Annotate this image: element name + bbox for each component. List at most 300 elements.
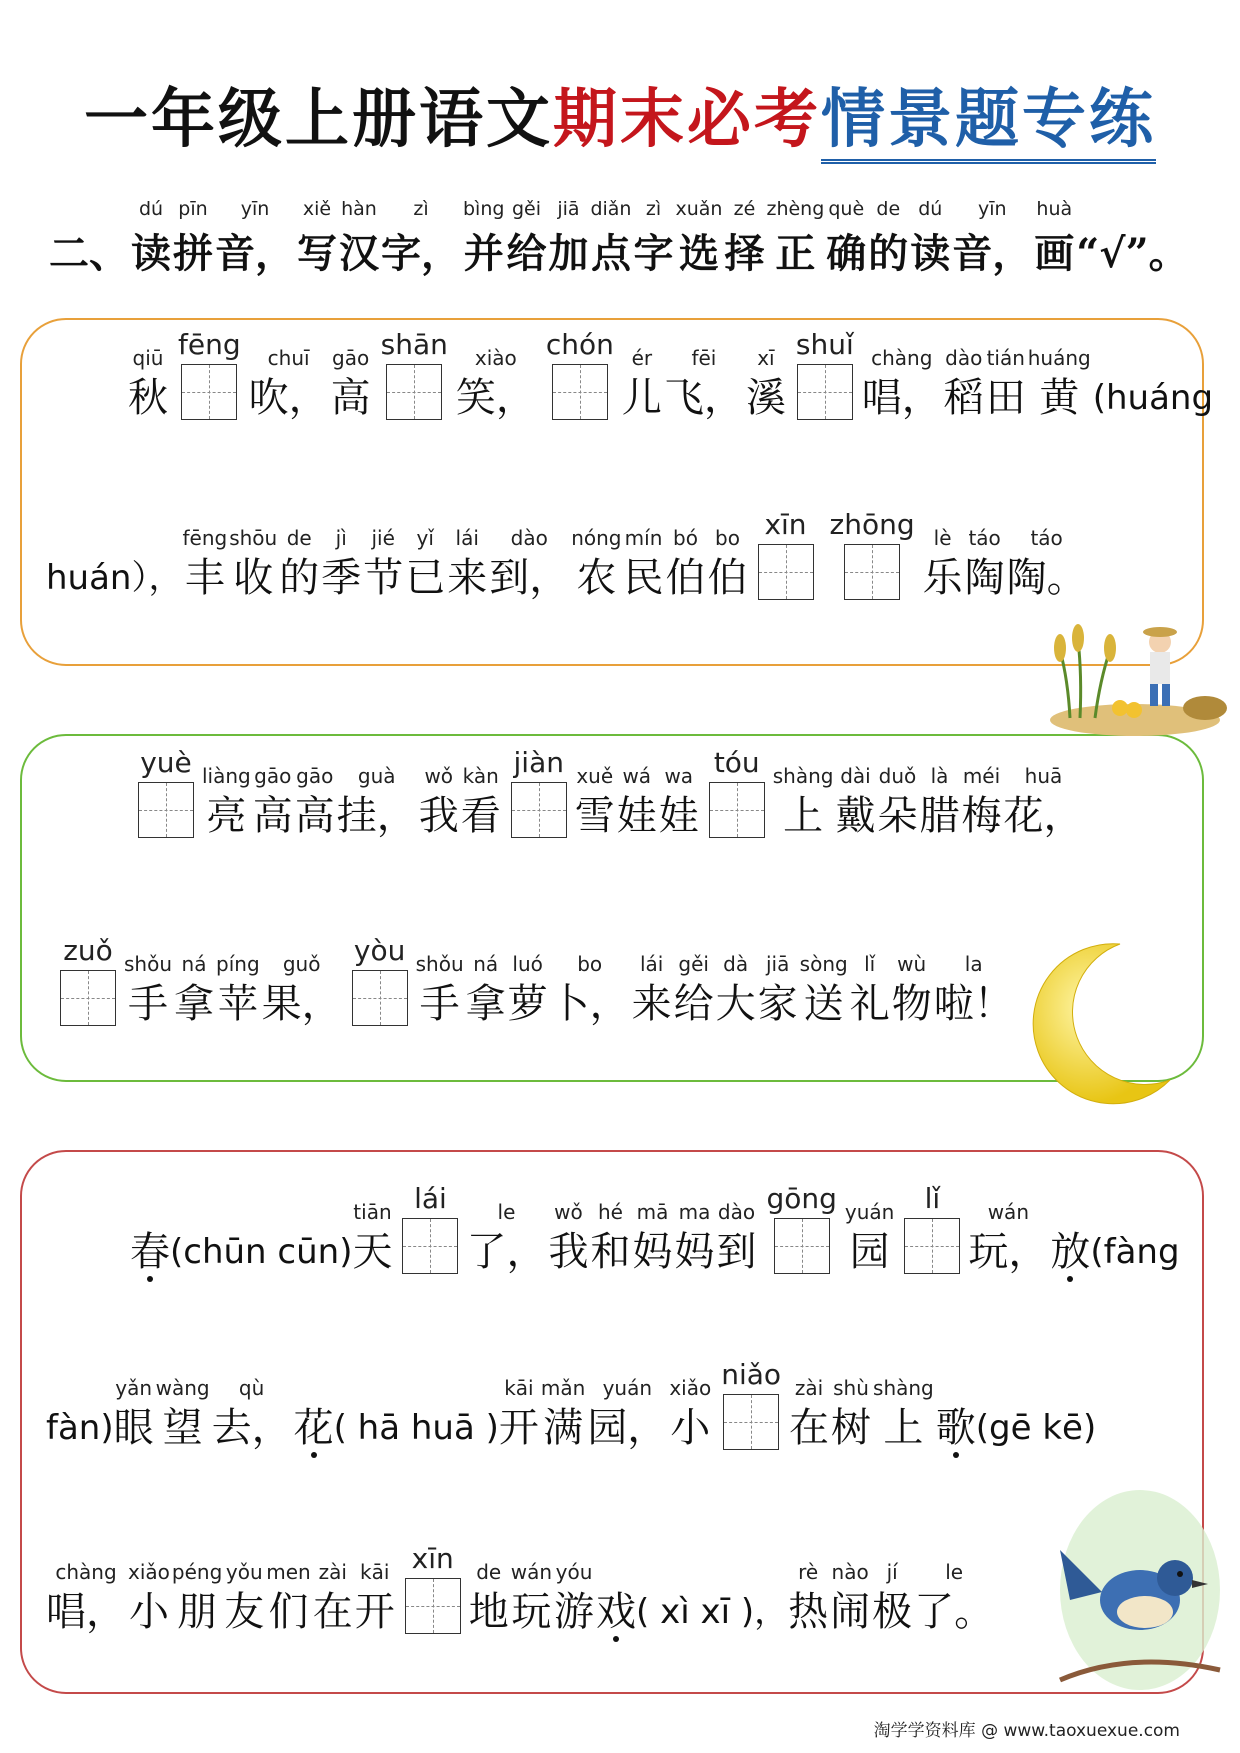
- pinyin-char: [331, 344, 371, 424]
- hanzi: 手: [128, 981, 168, 1027]
- pinyin-char: [716, 950, 756, 1030]
- harvest-farmer-illustration: [1040, 590, 1230, 740]
- pinyin: luó: [512, 952, 543, 976]
- pinyin: táo: [968, 526, 1001, 550]
- pinyin-char: [944, 344, 984, 424]
- blank-pinyin: xīn: [764, 508, 807, 541]
- pinyin-char: [128, 1558, 170, 1638]
- pronunciation-options[interactable]: (fàng: [1090, 1232, 1180, 1272]
- pinyin-char: [321, 524, 361, 604]
- pinyin-char: [499, 1374, 539, 1454]
- hanzi: 极: [872, 1589, 913, 1635]
- instruction-hanzi: 字，: [381, 230, 461, 277]
- pinyin-char: [266, 1558, 310, 1638]
- blank-pinyin: gōng: [766, 1182, 837, 1215]
- title-part1: 一年级上册语文: [84, 83, 553, 157]
- hanzi: 伯: [707, 555, 748, 601]
- pinyin: jié: [371, 526, 395, 550]
- hanzi: 拿: [465, 981, 506, 1027]
- instruction-hanzi: 点: [590, 230, 631, 277]
- instruction-hanzi: 字: [633, 230, 674, 277]
- pinyin: le: [945, 1560, 964, 1584]
- pinyin-char: [571, 524, 621, 604]
- pinyin: xiǎo: [669, 1376, 712, 1400]
- instruction-pinyin: [1076, 196, 1188, 222]
- pinyin: wǒ: [424, 764, 454, 788]
- answer-blank[interactable]: [758, 506, 814, 604]
- pinyin: ér: [631, 346, 653, 370]
- blank-pinyin: lái: [414, 1182, 447, 1215]
- hanzi: 挂，: [336, 793, 417, 839]
- answer-blank[interactable]: [352, 932, 408, 1030]
- hanzi: 园: [849, 1229, 890, 1275]
- dotted-char: 戏: [596, 1586, 636, 1638]
- pinyin-char: [862, 344, 942, 424]
- answer-blank[interactable]: [796, 326, 854, 424]
- instruction-hanzi: 加: [548, 230, 589, 277]
- pronunciation-options[interactable]: (gē kē): [975, 1408, 1097, 1448]
- hanzi: 朋: [177, 1589, 218, 1635]
- hanzi: 唱，: [46, 1589, 126, 1635]
- pinyin-char: [622, 344, 662, 424]
- instruction-hanzi: 音，: [215, 230, 295, 277]
- pinyin: bo: [715, 526, 740, 550]
- answer-blank[interactable]: [830, 506, 915, 604]
- pinyin-char: [716, 1198, 756, 1278]
- hanzi: 到: [716, 1229, 757, 1275]
- hanzi: 农: [576, 555, 617, 601]
- hanzi: 友: [224, 1589, 265, 1635]
- hanzi: 开: [354, 1589, 395, 1635]
- dotted-char: 春: [130, 1226, 170, 1278]
- answer-blank[interactable]: [402, 1180, 458, 1278]
- title-part2: 期末必考: [553, 83, 821, 157]
- pinyin: xī: [757, 346, 775, 370]
- instruction-hanzi: 音，: [952, 230, 1033, 277]
- pinyin-char: [632, 950, 672, 1030]
- instruction-hanzi: 选: [678, 230, 719, 277]
- pinyin-char: [624, 524, 664, 604]
- pinyin-char: [202, 762, 251, 842]
- pinyin: jí: [886, 1560, 898, 1584]
- hanzi: 收: [233, 555, 274, 601]
- hanzi: 丰: [184, 555, 225, 601]
- pinyin: qù: [238, 1376, 265, 1400]
- tianzige-grid-cell[interactable]: [709, 782, 765, 838]
- hanzi: 萝: [507, 981, 548, 1027]
- pinyin-char: [674, 1198, 714, 1278]
- pinyin: tiān: [353, 1200, 392, 1224]
- pinyin: wàng: [155, 1376, 210, 1400]
- instruction-char: [548, 196, 588, 279]
- pinyin-char: [587, 1374, 667, 1454]
- pinyin-char: [447, 524, 487, 604]
- spring-line-3: [46, 1540, 996, 1638]
- instruction-char: [675, 196, 722, 279]
- instruction-pinyin: [49, 196, 129, 222]
- pinyin: dà: [723, 952, 749, 976]
- pinyin-char: [128, 344, 168, 424]
- pinyin-char: [363, 524, 403, 604]
- instruction-pinyin: dú: [138, 198, 164, 220]
- pinyin: shù: [833, 1376, 869, 1400]
- hanzi: 高: [294, 793, 335, 839]
- pinyin: shàng: [772, 764, 834, 788]
- hanzi: 拿: [174, 981, 215, 1027]
- tianzige-grid-cell[interactable]: [405, 1578, 461, 1634]
- pinyin-char: [216, 950, 260, 1030]
- answer-blank[interactable]: [721, 1356, 781, 1454]
- pinyin: wán: [987, 1200, 1029, 1224]
- pinyin: gāo: [296, 764, 334, 788]
- blank-pinyin: lǐ: [924, 1182, 941, 1215]
- pronunciation-options[interactable]: (huáng: [1092, 378, 1214, 418]
- pinyin-char: [961, 762, 1001, 842]
- answer-blank[interactable]: [405, 1540, 461, 1638]
- hanzi: 苹: [217, 981, 258, 1027]
- instruction-char: [463, 196, 504, 279]
- answer-blank[interactable]: [766, 1180, 836, 1278]
- pinyin-char: [758, 950, 798, 1030]
- pinyin-char: [986, 344, 1026, 424]
- pinyin-char: [800, 950, 848, 1030]
- answer-blank[interactable]: [60, 932, 116, 1030]
- answer-blank[interactable]: [904, 1180, 960, 1278]
- hanzi: 和: [590, 1229, 631, 1275]
- pinyin: yuán: [844, 1200, 895, 1224]
- instruction-pinyin: huà: [1036, 198, 1073, 220]
- pinyin: de: [476, 1560, 502, 1584]
- instruction-pinyin: jiā: [557, 198, 580, 220]
- instruction-hanzi: 的: [868, 230, 909, 277]
- blank-pinyin: yuè: [140, 746, 192, 779]
- tianzige-grid-cell[interactable]: [138, 782, 194, 838]
- pinyin: mā: [636, 1200, 669, 1224]
- pinyin-char: [789, 1374, 829, 1454]
- pinyin: huáng: [1027, 346, 1091, 370]
- pinyin-char: [313, 1558, 353, 1638]
- winter-line-2: [52, 932, 1016, 1030]
- hanzi: 腊: [919, 793, 960, 839]
- pinyin-char: [575, 762, 615, 842]
- hanzi: 们: [268, 1589, 309, 1635]
- hanzi: 伯: [665, 555, 706, 601]
- pinyin-char: [489, 524, 569, 604]
- instruction-char: [1076, 196, 1188, 279]
- instruction-char: [215, 196, 295, 279]
- bird-on-branch-illustration: [1050, 1480, 1230, 1710]
- instruction-hanzi: 读: [910, 230, 951, 277]
- pinyin: lè: [933, 526, 952, 550]
- hanzi: 民: [623, 555, 664, 601]
- hanzi: 乐: [922, 555, 963, 601]
- pinyin-char: [469, 1558, 509, 1638]
- pinyin-char: [919, 762, 959, 842]
- instruction-pinyin: zhèng: [766, 198, 825, 220]
- pinyin-char: [788, 1558, 828, 1638]
- tianzige-grid-cell[interactable]: [60, 970, 116, 1026]
- pinyin: zài: [318, 1560, 347, 1584]
- pinyin-char: [466, 1198, 546, 1278]
- pronunciation-options[interactable]: (chūn cūn): [170, 1232, 353, 1272]
- pinyin-char: [541, 1374, 585, 1454]
- pinyin: dào: [945, 346, 983, 370]
- pinyin-char: [892, 950, 932, 1030]
- tianzige-grid-cell[interactable]: [352, 970, 408, 1026]
- pinyin-char: [355, 1558, 395, 1638]
- hanzi: 手: [419, 981, 460, 1027]
- pinyin: ná: [181, 952, 207, 976]
- pinyin: de: [286, 526, 312, 550]
- instruction-pinyin: zì: [645, 198, 662, 220]
- pinyin: yǐ: [416, 526, 434, 550]
- hanzi: 物: [891, 981, 932, 1027]
- instruction-char: [724, 196, 764, 279]
- tianzige-grid-cell[interactable]: [774, 1218, 830, 1274]
- hanzi: 望: [162, 1405, 203, 1451]
- pinyin-char: [773, 762, 834, 842]
- pinyin-char: [466, 950, 506, 1030]
- pinyin: mín: [624, 526, 663, 550]
- hanzi: 了。: [914, 1589, 995, 1635]
- pinyin-char: [965, 524, 1005, 604]
- answer-blank[interactable]: [546, 326, 614, 424]
- instruction-hanzi: 二、: [49, 230, 129, 277]
- hanzi: 儿: [621, 375, 662, 421]
- hanzi: 小: [128, 1589, 169, 1635]
- answer-blank[interactable]: [709, 744, 765, 842]
- pinyin-char: [295, 762, 335, 842]
- pinyin: gāo: [254, 764, 292, 788]
- instruction-pinyin: pīn: [178, 198, 208, 220]
- blank-pinyin: tóu: [713, 746, 760, 779]
- hanzi: 眼: [113, 1405, 154, 1451]
- pinyin: rè: [798, 1560, 819, 1584]
- blank-pinyin: yòu: [353, 934, 406, 967]
- hanzi: 我: [418, 793, 459, 839]
- hanzi: 地: [468, 1589, 509, 1635]
- pinyin-char: [835, 762, 875, 842]
- pinyin-char: [1003, 762, 1083, 842]
- tianzige-grid-cell[interactable]: [386, 364, 442, 420]
- instruction-pinyin: xuǎn: [675, 198, 723, 220]
- instruction-pinyin: de: [876, 198, 901, 220]
- pinyin: píng: [216, 952, 260, 976]
- hanzi: 给: [673, 981, 714, 1027]
- hanzi: 雪: [574, 793, 615, 839]
- instruction-pinyin: diǎn: [590, 198, 632, 220]
- instruction-char: [506, 196, 546, 279]
- blank-pinyin: fēng: [178, 328, 241, 361]
- hanzi: 已: [405, 555, 446, 601]
- hanzi: 吹，: [248, 375, 329, 421]
- hanzi: 娃: [658, 793, 699, 839]
- blank-pinyin: shān: [380, 328, 448, 361]
- hanzi: 了，: [466, 1229, 547, 1275]
- pronunciation-options[interactable]: ( xì xī )，: [636, 1592, 789, 1632]
- tianzige-grid-cell[interactable]: [904, 1218, 960, 1274]
- answer-blank[interactable]: [381, 326, 448, 424]
- pinyin-char: [831, 1374, 871, 1454]
- pinyin-char: [212, 1374, 292, 1454]
- spring-line-1: [130, 1180, 1180, 1278]
- pinyin: fēng: [182, 526, 228, 550]
- hanzi: 礼: [849, 981, 890, 1027]
- hanzi: 满: [543, 1405, 584, 1451]
- instruction-heading: [48, 196, 1190, 279]
- pinyin: nóng: [571, 526, 622, 550]
- pinyin: liàng: [202, 764, 251, 788]
- pinyin: fēi: [691, 346, 717, 370]
- hanzi: 热: [788, 1589, 829, 1635]
- hanzi: 天: [352, 1229, 393, 1275]
- hanzi: 溪: [745, 375, 786, 421]
- pinyin-char: [923, 524, 963, 604]
- blank-pinyin: zuǒ: [63, 934, 113, 967]
- pinyin: ma: [678, 1200, 711, 1224]
- tianzige-grid-cell[interactable]: [181, 364, 237, 420]
- pinyin: méi: [962, 764, 1001, 788]
- hanzi: 大: [715, 981, 756, 1027]
- pinyin-char: [590, 1198, 630, 1278]
- hanzi: 游: [554, 1589, 595, 1635]
- pinyin-char: [174, 950, 214, 1030]
- pinyin: le: [497, 1200, 516, 1224]
- pinyin: men: [266, 1560, 311, 1584]
- hanzi: 家: [757, 981, 798, 1027]
- hanzi: 来: [631, 981, 672, 1027]
- tianzige-grid-cell[interactable]: [402, 1218, 458, 1274]
- pinyin-char: [337, 762, 417, 842]
- hanzi: 看: [460, 793, 501, 839]
- hanzi: 玩，: [968, 1229, 1049, 1275]
- pinyin-char: [405, 524, 445, 604]
- hanzi: 上: [783, 793, 824, 839]
- instruction-hanzi: 画: [1034, 230, 1075, 277]
- instruction-pinyin: zì: [413, 198, 429, 220]
- pinyin-char: [46, 1558, 126, 1638]
- instruction-hanzi: 正: [775, 230, 816, 277]
- hanzi: 我: [548, 1229, 589, 1275]
- pinyin-char: [666, 524, 706, 604]
- hanzi: 戴: [835, 793, 876, 839]
- blank-pinyin: chón: [545, 328, 614, 361]
- pinyin-char: [669, 1374, 711, 1454]
- pinyin: kàn: [462, 764, 499, 788]
- hanzi: 高: [330, 375, 371, 421]
- pinyin: wán: [510, 1560, 553, 1584]
- pinyin-char: [253, 762, 293, 842]
- pinyin: ná: [473, 952, 499, 976]
- pronunciation-options[interactable]: fàn): [46, 1408, 114, 1448]
- pinyin: yǒu: [225, 1560, 263, 1584]
- instruction-char: [633, 196, 673, 279]
- hanzi: 上: [883, 1405, 924, 1451]
- hanzi: 的: [279, 555, 320, 601]
- pinyin: sòng: [799, 952, 848, 976]
- pinyin: bo: [577, 952, 603, 976]
- pinyin-char: [632, 1198, 672, 1278]
- hanzi: 花，: [1003, 793, 1084, 839]
- instruction-char: [826, 196, 866, 279]
- instruction-pinyin: bìng: [463, 198, 505, 220]
- pinyin: guǒ: [282, 952, 321, 976]
- pinyin: chàng: [55, 1560, 117, 1584]
- pinyin: bó: [673, 526, 698, 550]
- pinyin-char: [156, 1374, 210, 1454]
- instruction-char: [131, 196, 171, 279]
- pinyin-char: [746, 344, 786, 424]
- hanzi: 梅: [961, 793, 1002, 839]
- pinyin-char: [224, 1558, 264, 1638]
- tianzige-grid-cell[interactable]: [723, 1394, 779, 1450]
- instruction-char: [766, 196, 824, 279]
- hanzi: 笑，: [455, 375, 536, 421]
- pinyin-char: [279, 524, 319, 604]
- pronunciation-options[interactable]: huán），: [46, 558, 183, 598]
- dotted-char: 歌: [936, 1402, 976, 1454]
- tianzige-grid-cell[interactable]: [758, 544, 814, 600]
- hanzi: 黄: [1039, 375, 1080, 421]
- pinyin: gāo: [332, 346, 370, 370]
- pinyin-char: [172, 1558, 222, 1638]
- pinyin: xuě: [576, 764, 614, 788]
- footer-watermark: 淘学学资料库 @ www.taoxuexue.com: [873, 1721, 1180, 1741]
- pinyin-char: [229, 524, 277, 604]
- pinyin: shōu: [229, 526, 278, 550]
- pinyin-char: [872, 1558, 912, 1638]
- answer-blank[interactable]: [178, 326, 241, 424]
- instruction-pinyin: yīn: [240, 198, 270, 220]
- tianzige-grid-cell[interactable]: [552, 364, 608, 420]
- pinyin-char: [877, 762, 917, 842]
- pinyin: yóu: [555, 1560, 593, 1584]
- hanzi: 卜，: [549, 981, 630, 1027]
- pinyin-char: [262, 950, 342, 1030]
- pinyin: guà: [357, 764, 396, 788]
- pinyin-char: [968, 1198, 1048, 1278]
- instruction-hanzi: 写: [297, 230, 337, 277]
- instruction-hanzi: 读: [131, 230, 171, 277]
- hanzi: 来: [447, 555, 488, 601]
- hanzi: 园，: [587, 1405, 668, 1451]
- pinyin-char: [674, 950, 714, 1030]
- pinyin: gěi: [678, 952, 709, 976]
- answer-blank[interactable]: [511, 744, 567, 842]
- hanzi: 陶。: [1006, 555, 1087, 601]
- pinyin: duǒ: [878, 764, 917, 788]
- instruction-hanzi: 择: [724, 230, 765, 277]
- tianzige-grid-cell[interactable]: [797, 364, 853, 420]
- pronunciation-options[interactable]: ( hā huā ): [333, 1408, 499, 1448]
- instruction-char: [1034, 196, 1074, 279]
- pinyin: kāi: [360, 1560, 390, 1584]
- pinyin-char: [708, 524, 748, 604]
- hanzi: 娃: [616, 793, 657, 839]
- pinyin: dào: [717, 1200, 756, 1224]
- tianzige-grid-cell[interactable]: [511, 782, 567, 838]
- hanzi: 开: [498, 1405, 539, 1451]
- pinyin-char: [548, 1198, 588, 1278]
- answer-blank[interactable]: [138, 744, 194, 842]
- tianzige-grid-cell[interactable]: [844, 544, 900, 600]
- pinyin-char: [850, 950, 890, 1030]
- hanzi: 在: [312, 1589, 353, 1635]
- pinyin: hé: [597, 1200, 623, 1224]
- instruction-pinyin: yīn: [977, 198, 1007, 220]
- hanzi: 陶: [964, 555, 1005, 601]
- instruction-pinyin: què: [828, 198, 865, 220]
